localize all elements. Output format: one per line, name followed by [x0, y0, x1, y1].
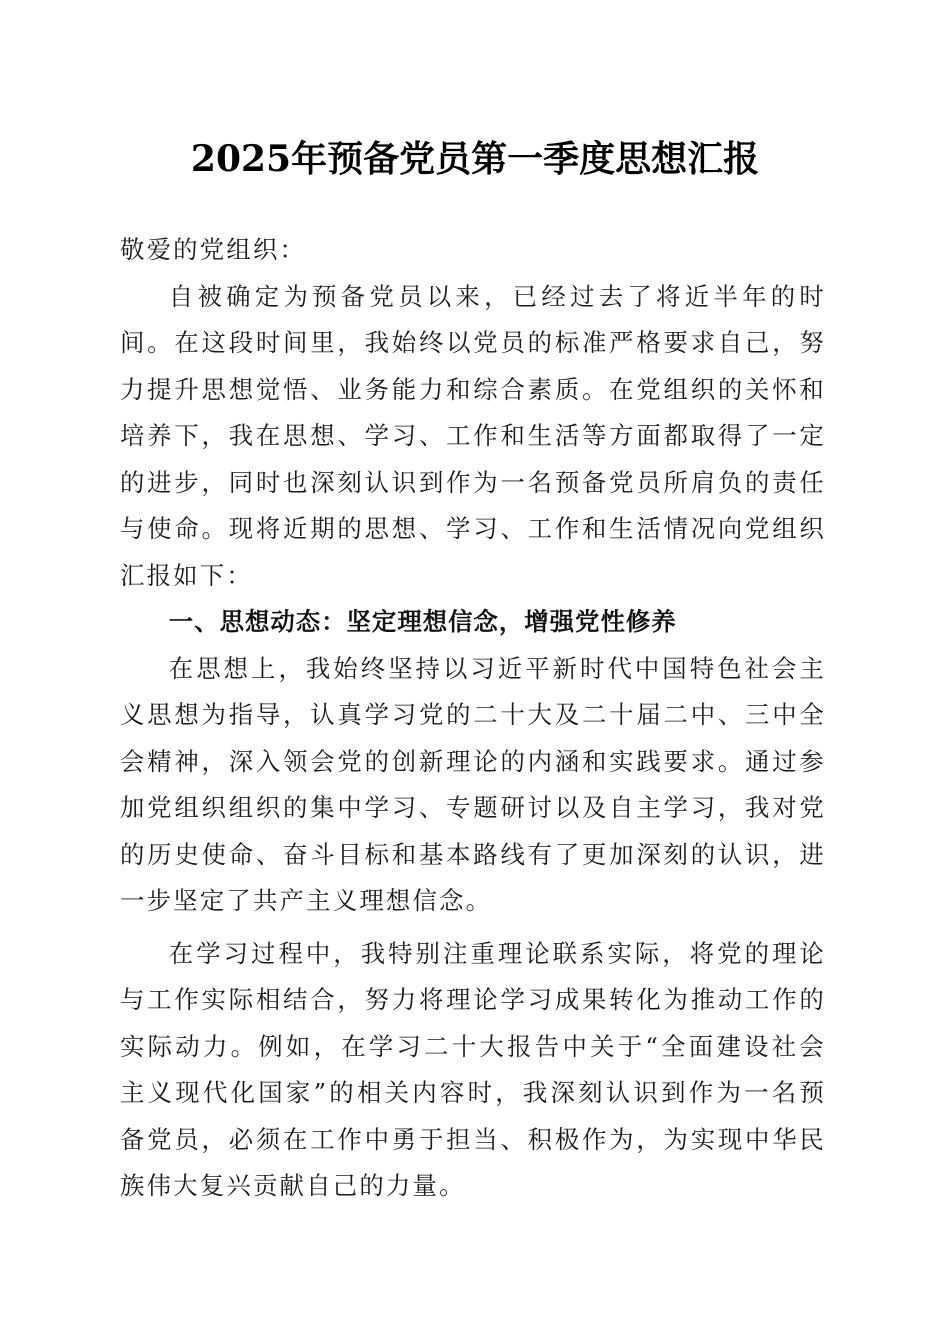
intro-paragraph: 自被确定为预备党员以来，已经过去了将近半年的时间。在这段时间里，我始终以党员的标准严格要求自己，努力提升思想觉悟、业务能力和综合素质。在党组织的关怀和培养下，我在思想、学习、工作和生活等方面都取得了一定的进步，同时也深刻认识到作为一名预备党员所肩负的责任与使命。现将近期的思想、学习、工作和生活情况向党组织汇报如下：	[120, 281, 826, 590]
section-heading-1: 一、思想动态：坚定理想信念，增强党性修养	[168, 607, 677, 636]
section1-paragraph-1: 在思想上，我始终坚持以习近平新时代中国特色社会主义思想为指导，认真学习党的二十大及二十届二中、三中全会精神，深入领会党的创新理论的内涵和实践要求。通过参加党组织组织的集中学习、专题研讨以及自主学习，我对党的历史使命、奋斗目标和基本路线有了更加深刻的认识，进一步坚定了共产主义理想信念。	[120, 653, 826, 915]
salutation: 敬爱的党组织：	[120, 235, 307, 264]
document-title: 2025年预备党员第一季度思想汇报	[190, 138, 760, 180]
document-body	[120, 227, 826, 1210]
section1-paragraph-2: 在学习过程中，我特别注重理论联系实际，将党的理论与工作实际相结合，努力将理论学习成果转化为推动工作的实际动力。例如，在学习二十大报告中关于“全面建设社会主义现代化国家”的相关内容时，我深刻认识到作为一名预备党员，必须在工作中勇于担当、积极作为，为实现中华民族伟大复兴贡献自己的力量。	[120, 938, 826, 1200]
